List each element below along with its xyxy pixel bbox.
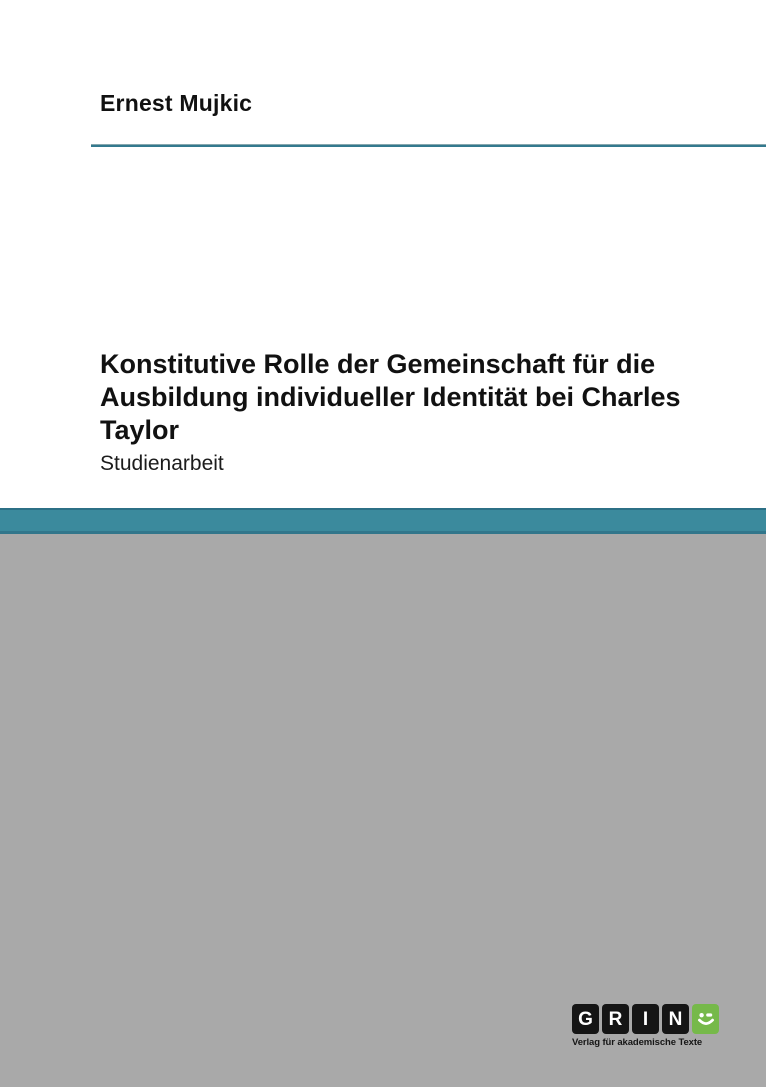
title-line-1: Konstitutive Rolle der Gemeinschaft für die [100,349,656,379]
author-name: Ernest Mujkic [100,90,253,116]
smiley-icon [692,1004,719,1034]
logo-tile-n: N [662,1004,689,1034]
logo-tagline: Verlag für akademische Texte [572,1037,703,1048]
title-line-3: Taylor [100,415,180,445]
logo-tile-i: I [632,1004,659,1034]
grin-logo [572,1004,732,1048]
logo-tile-r: R [602,1004,629,1034]
document-type-subtitle: Studienarbeit [100,452,224,475]
title-line-2: Ausbildung individueller Identität bei Charles [100,382,681,412]
logo-tiles [572,1004,732,1034]
accent-bar [0,508,766,534]
logo-tile-g: G [572,1004,599,1034]
book-title [100,348,720,447]
author-divider-line [91,144,766,147]
